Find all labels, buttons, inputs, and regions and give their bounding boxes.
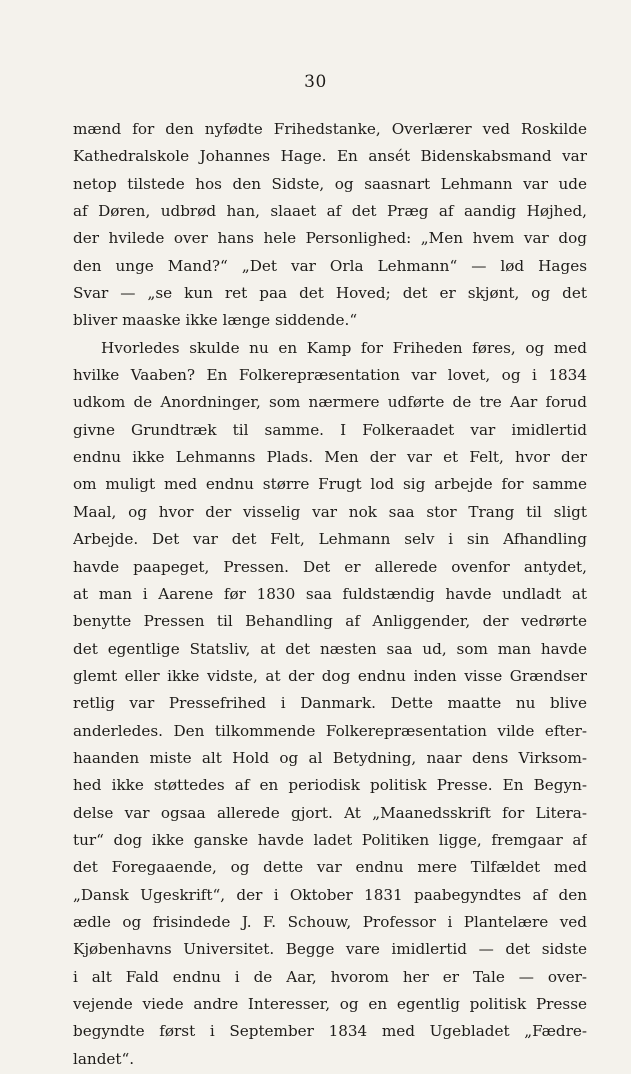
text-line: glemt eller ikke vidste, at der dog endnu inden visse Grændser [73, 666, 587, 685]
text-line: netop tilstede hos den Sidste, og saasnart Lehmann var ude [73, 174, 587, 193]
text-line: i alt Fald endnu i de Aar, hvorom her er Tale — over- [73, 967, 587, 986]
text-line: delse var ogsaa allerede gjort. At „Maanedsskrift for Litera- [73, 803, 587, 822]
text-line: at man i Aarene før 1830 saa fuldstændig havde undladt at [73, 584, 587, 603]
text-line: vejende viede andre Interesser, og en egentlig politisk Presse [73, 995, 587, 1013]
text-line: mænd for den nyfødte Frihedstanke, Overlærer ved Roskilde [73, 120, 587, 138]
text-line: hvilke Vaaben? En Folkerepræsentation var lovet, og i 1834 [73, 366, 587, 385]
text-line: hed ikke støttedes af en periodisk politisk Presse. En Begyn- [73, 776, 587, 795]
text-line: landet“. [73, 1049, 135, 1068]
text-line: Kathedralskole Johannes Hage. En ansét Bidenskabsmand var [73, 147, 587, 166]
text-line: Kjøbenhavns Universitet. Begge vare imidlertid — det sidste [73, 940, 587, 959]
text-line: udkom de Anordninger, som nærmere udførte de tre Aar forud [73, 393, 587, 412]
text-line: begyndte først i September 1834 med Ugebladet „Fædre- [73, 1022, 587, 1041]
text-line: endnu ikke Lehmanns Plads. Men der var et Felt, hvor der [73, 448, 587, 467]
text-line: anderledes. Den tilkommende Folkerepræsentation vilde efter- [73, 721, 587, 740]
text-line: givne Grundtræk til samme. I Folkeraadet var imidlertid [73, 420, 587, 439]
text-line: bliver maaske ikke længe siddende.“ [73, 311, 358, 330]
text-line: den unge Mand?“ „Det var Orla Lehmann“ — lød Hages [73, 256, 587, 275]
text-line: retlig var Pressefrihed i Danmark. Dette maatte nu blive [73, 694, 587, 713]
text-line: Hvorledes skulde nu en Kamp for Friheden føres, og med [101, 338, 587, 357]
text-line: haanden miste alt Hold og al Betydning, naar dens Virksom- [73, 748, 587, 767]
text-line: Svar — „se kun ret paa det Hoved; det er skjønt, og det [73, 284, 587, 303]
text-line: det egentlige Statsliv, at det næsten saa ud, som man havde [73, 639, 587, 658]
text-line: det Foregaaende, og dette var endnu mere Tilfældet med [73, 858, 587, 877]
text-line: der hvilede over hans hele Personlighed: „Men hvem var dog [73, 229, 587, 248]
text-line: havde paapeget, Pressen. Det er allerede ovenfor antydet, [73, 557, 587, 576]
text-line: om muligt med endnu større Frugt lod sig arbejde for samme [73, 475, 587, 494]
text-line: „Dansk Ugeskrift“, der i Oktober 1831 paabegyndtes af den [73, 885, 587, 904]
text-line: af Døren, udbrød han, slaaet af det Præg af aandig Højhed, [73, 202, 587, 221]
text-line: Maal, og hvor der visselig var nok saa stor Trang til sligt [73, 502, 587, 521]
body-text [73, 116, 587, 1073]
text-line: benytte Pressen til Behandling af Anliggender, der vedrørte [73, 612, 587, 631]
text-line: Arbejde. Det var det Felt, Lehmann selv i sin Afhandling [73, 530, 587, 549]
text-line: ædle og frisindede J. F. Schouw, Professor i Plantelære ved [73, 912, 587, 931]
text-line: tur“ dog ikke ganske havde ladet Politiken ligge, fremgaar af [73, 830, 587, 849]
page-number: 30 [304, 72, 327, 92]
